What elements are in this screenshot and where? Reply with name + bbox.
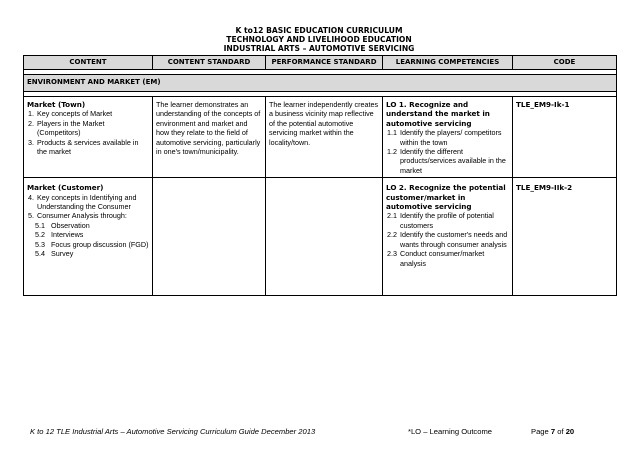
- list-item: 2.1 Identify the profile of potential customers: [387, 211, 494, 230]
- list-item: 5. Consumer Analysis through:: [28, 211, 127, 221]
- table-row: [24, 97, 617, 178]
- content-list: [27, 193, 149, 221]
- page-total: 20: [565, 427, 575, 436]
- performance-standard-cell: [266, 178, 383, 296]
- code-cell: TLE_EM9-Ik-1: [513, 97, 617, 178]
- page-current: 7: [550, 427, 556, 436]
- header-line-1: K to12 BASIC EDUCATION CURRICULUM: [235, 26, 403, 35]
- content-standard-cell: The learner demonstrates an understanding of the concepts of environment and market and how they relate to the field of automotive servicing, particularly in one's town/municipality.: [153, 97, 266, 178]
- document-header: [0, 26, 638, 54]
- section-title: ENVIRONMENT AND MARKET (EM): [24, 75, 617, 92]
- page-of: of: [557, 427, 564, 436]
- content-sublist: [27, 221, 149, 259]
- page-prefix: Page: [531, 427, 549, 436]
- list-item: 1. Key concepts of Market: [28, 109, 113, 119]
- competency-list: [386, 128, 509, 175]
- list-item: 5.3 Focus group discussion (FGD): [35, 239, 149, 249]
- list-item: 1.2 Identify the different products/services available in the market: [387, 147, 506, 175]
- page-number: [531, 427, 574, 436]
- list-item: 4. Key concepts in Identifying and Understanding the Consumer: [28, 192, 137, 212]
- column-header-content-standard: CONTENT STANDARD: [153, 56, 266, 70]
- footer-document-title: K to 12 TLE Industrial Arts – Automotive Servicing Curriculum Guide December 2013: [30, 427, 316, 436]
- learning-competencies-cell: [383, 97, 513, 178]
- list-item: 2. Players in the Market (Competitors): [28, 118, 105, 138]
- performance-standard-cell: The learner independently creates a business vicinity map reflective of the potential automotive servicing market within the locality/town.: [266, 97, 383, 178]
- list-item: 5.1 Observation: [35, 220, 90, 230]
- content-cell: [24, 178, 153, 296]
- list-item: 3. Products & services available in the market: [28, 137, 139, 157]
- column-header-content: CONTENT: [24, 56, 153, 70]
- code-cell: TLE_EM9-IIk-2: [513, 178, 617, 296]
- learning-outcome-title: LO 2. Recognize the potential customer/market in automotive servicing: [386, 183, 506, 212]
- column-header-learning-competencies: LEARNING COMPETENCIES: [383, 56, 513, 70]
- header-line-3: INDUSTRIAL ARTS – AUTOMOTIVE SERVICING: [223, 44, 415, 54]
- list-item: 5.4 Survey: [35, 249, 74, 259]
- column-header-performance-standard: PERFORMANCE STANDARD: [266, 56, 383, 70]
- content-cell: [24, 97, 153, 178]
- content-standard-cell: [153, 178, 266, 296]
- content-list: [27, 109, 149, 156]
- table-header-row: [24, 56, 617, 70]
- table-row: [24, 178, 617, 296]
- footer-note: *LO – Learning Outcome: [408, 427, 493, 436]
- curriculum-table: [23, 55, 617, 296]
- column-header-code: CODE: [513, 56, 617, 70]
- list-item: 2.3 Conduct consumer/market analysis: [387, 249, 485, 268]
- content-title: Market (Town): [27, 100, 86, 109]
- section-row: [24, 75, 617, 92]
- list-item: 2.2 Identify the customer's needs and wants through consumer analysis: [387, 230, 508, 249]
- list-item: 5.2 Interviews: [35, 230, 84, 240]
- learning-competencies-cell: [383, 178, 513, 296]
- competency-list: [386, 211, 509, 267]
- content-title: Market (Customer): [27, 183, 104, 193]
- learning-outcome-title: LO 1. Recognize and understand the market in automotive servicing: [386, 100, 490, 128]
- list-item: 1.1 Identify the players/ competitors within the town: [387, 128, 502, 147]
- header-line-2: TECHNOLOGY AND LIVELIHOOD EDUCATION: [226, 35, 412, 45]
